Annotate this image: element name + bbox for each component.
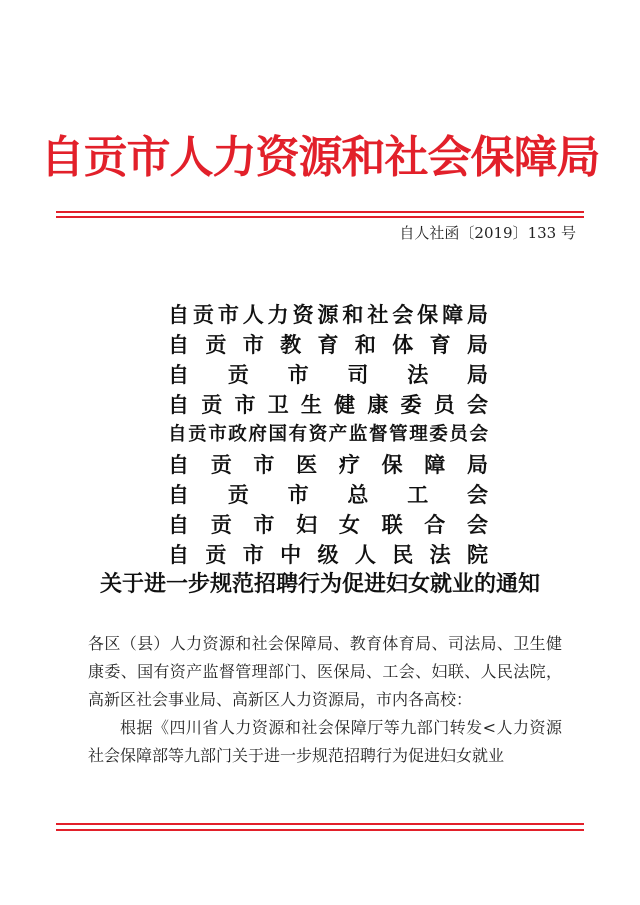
recipients-paragraph: 各区（县）人力资源和社会保障局、教育体育局、司法局、卫生健康委、国有资产监督管理部门、医保局、工会、妇联、人民法院，高新区社会事业局、高新区人力资源局，市内各高校：: [88, 634, 562, 709]
body-text: [88, 630, 562, 770]
agency-item: 自贡市教育和体育局: [168, 332, 488, 357]
agency-item: 自贡市司法局: [168, 362, 488, 387]
agency-list: [168, 300, 488, 570]
agency-item: 自贡市医疗保障局: [168, 452, 488, 477]
opening-paragraph: 根据《四川省人力资源和社会保障厅等九部门转发<人力资源社会保障部等九部门关于进一步规范招聘行为促进妇女就业: [88, 718, 562, 765]
red-rule-bottom-thin: [56, 823, 584, 825]
notice-title: 关于进一步规范招聘行为促进妇女就业的通知: [99, 571, 540, 597]
agency-item: 自贡市卫生健康委员会: [168, 392, 488, 417]
agency-item: 自贡市总工会: [168, 482, 488, 507]
issuer-title: 自贡市人力资源和社会保障局: [40, 132, 600, 183]
red-rule-top-thick: [56, 216, 584, 218]
agency-item: 自贡市政府国有资产监督管理委员会: [168, 424, 488, 445]
agency-item: 自贡市中级人民法院: [168, 542, 488, 567]
agency-item: 自贡市妇女联合会: [168, 512, 488, 537]
document-number: 自人社函〔2019〕133 号: [399, 224, 576, 242]
red-rule-top-thin: [56, 211, 584, 213]
agency-item: 自贡市人力资源和社会保障局: [168, 302, 488, 327]
red-rule-bottom-thick: [56, 829, 584, 831]
